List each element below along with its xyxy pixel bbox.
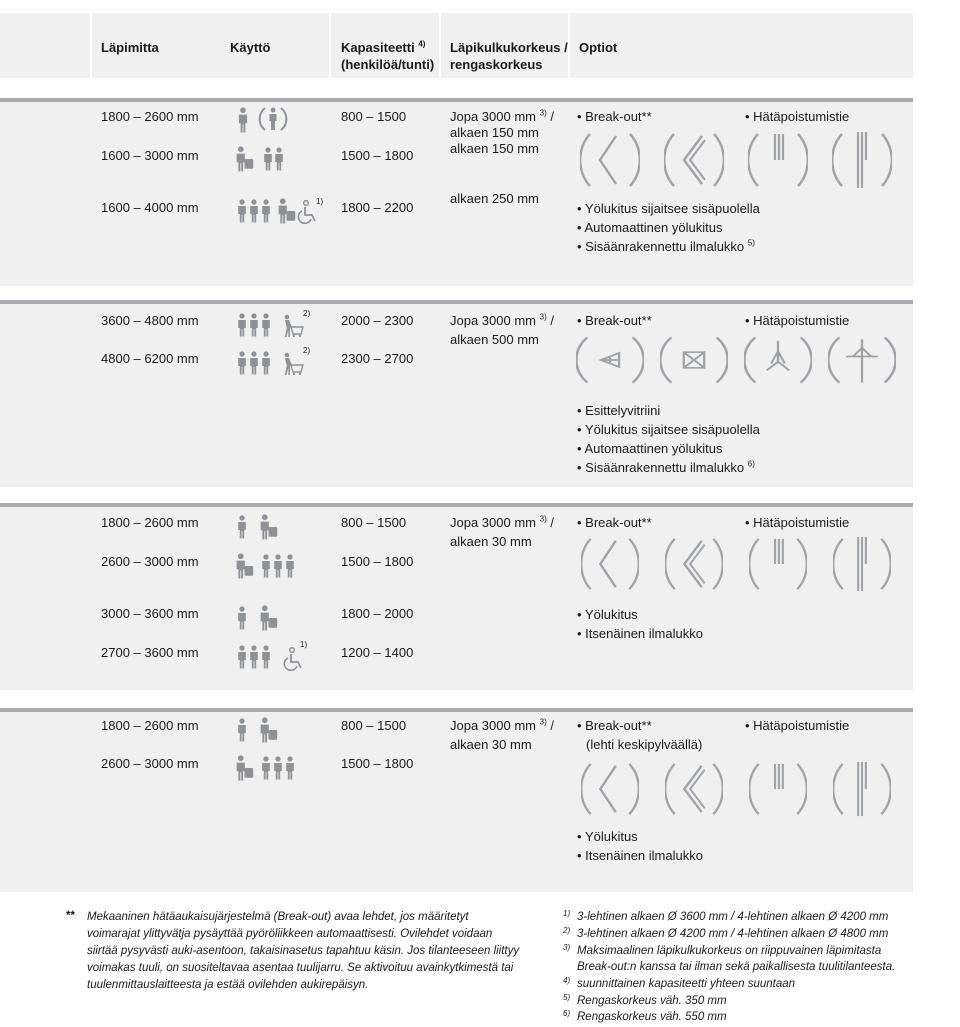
option-item: • Yölukitus [577, 607, 638, 622]
person-icon [236, 514, 248, 540]
person-icon [236, 350, 248, 376]
option-breakout: • Break-out** [577, 718, 652, 733]
diameter-value: 3000 – 3600 mm [101, 606, 199, 621]
header-cell [570, 13, 913, 78]
option-breakout: • Break-out** [577, 313, 652, 328]
person-bag-icon [234, 146, 254, 172]
option-item: • Sisäänrakennettu ilmalukko $^{5)}$ [577, 238, 755, 254]
breakout-symbol-icon [576, 535, 644, 593]
breakout-symbol-icon [660, 760, 728, 818]
section-divider [0, 300, 913, 304]
person-bag-icon [234, 553, 254, 579]
emergency-symbol-icon [828, 535, 896, 593]
height-value: alkaen 30 mm [450, 737, 532, 752]
section-divider [0, 98, 913, 102]
section-4 [0, 708, 913, 892]
person-icon [260, 198, 272, 224]
person-icon [236, 605, 248, 631]
option-item: • Sisäänrakennettu ilmalukko $^{6)}$ [577, 459, 755, 475]
person-icon [284, 553, 296, 579]
capacity-value: 1800 – 2200 [341, 200, 414, 215]
emergency-symbol-icon [744, 535, 812, 593]
section-1: 1800 – 2600 mm 1600 – 3000 mm 800 – 1500 1500 – 1800 Jopa 3000 mm $^{3)}$ / alkaen 150 mm alkaen 150 mm • Break-out** • Hätäpoistumistie 1600 – 4000 mm 1800 – 2200 1) alkaen 250 mm • Yölukitus sijaitsee sisäpuolella • Automaattinen yölukitus • Sisäänrakennettu ilmalukko $^{5)}$ [0, 98, 913, 286]
footnote-number: 3) [563, 943, 571, 952]
header-options: Optiot [579, 40, 618, 55]
diameter-value: 2700 – 3600 mm [101, 645, 199, 660]
emergency-symbol-icon [828, 130, 896, 190]
option-emergency-exit: • Hätäpoistumistie [745, 109, 850, 124]
header-diameter: Läpimitta [101, 40, 159, 55]
height-value: alkaen 150 mm [450, 141, 539, 156]
breakout-symbol-icon [576, 130, 644, 190]
footnote-text: Rengaskorkeus väh. 350 mm [577, 995, 727, 1007]
person-circle-icon [258, 103, 288, 135]
option-emergency-exit: • Hätäpoistumistie [745, 515, 850, 530]
person-icon [248, 198, 260, 224]
person-icon [260, 755, 272, 781]
header-cell [0, 13, 90, 78]
diameter-value: 1800 – 2600 mm [101, 515, 199, 530]
footnote-number: 5) [563, 993, 571, 1002]
person-icon [236, 644, 248, 670]
height-value: alkaen 30 mm [450, 534, 532, 549]
person-icon [272, 553, 284, 579]
option-item: • Automaattinen yölukitus [577, 220, 723, 235]
option-item: • Yölukitus [577, 829, 638, 844]
footnote-text: Mekaaninen hätäaukaisujärjestelmä (Break-out) avaa lehdet, jos määritetyt [87, 911, 469, 923]
section-divider [0, 708, 913, 712]
header-capacity: Kapasiteetti $^{4)}$ [341, 39, 426, 55]
breakout-symbol-icon [660, 130, 728, 190]
diameter-value: 4800 – 6200 mm [101, 351, 199, 366]
diameter-value: 1800 – 2600 mm [101, 718, 199, 733]
emergency-symbol-icon [828, 760, 896, 818]
footnote-star-mark: ** [66, 910, 75, 922]
person-icon [260, 312, 272, 338]
footnote-text: Break-out:n kanssa tai ilman sekä paikallisesta tuulitilanteesta. [577, 961, 896, 973]
person-icon [260, 350, 272, 376]
footnote-text: Rengaskorkeus väh. 550 mm [577, 1011, 727, 1023]
footnote-text: suunnittainen kapasiteetti yhteen suuntaan [577, 978, 796, 990]
footnote-number: 4) [563, 976, 571, 985]
header-capacity-unit: (henkilöä/tunti) [341, 57, 435, 72]
height-value: Jopa 3000 mm $^{3)}$ / [450, 717, 554, 733]
footnote-text: voimarajat ylittyvätja pysäyttää pyöröliikkeen automaattisesti. Ovilehdet voidaan [87, 928, 493, 940]
capacity-value: 2000 – 2300 [341, 313, 414, 328]
footnote-number: 1) [563, 909, 571, 918]
option-item: • Yölukitus sijaitsee sisäpuolella [577, 201, 760, 216]
capacity-value: 1800 – 2000 [341, 606, 414, 621]
person-bag-icon [276, 198, 296, 224]
section-2: 3600 – 4800 mm 4800 – 6200 mm 2000 – 2300 2300 – 2700 2) 2) Jopa 3000 mm $^{3)}$ / alkaen 500 mm • Break-out** • Hätäpoistumistie • Esittelyvitriini • Yölukitus sijaitsee sisäpuolella • Automaattinen yölukitus • Sisäänrakennettu ilmalukko $^{6)}$ [0, 300, 913, 487]
trolley-icon [282, 352, 304, 376]
footnote-text: 3-lehtinen alkaen Ø 3600 mm / 4-lehtinen alkaen Ø 4200 mm [577, 911, 889, 923]
person-icon [236, 198, 248, 224]
footnote-text: siirtää pysyvästi auki-asentoon, takaisinasetus tapahtuu käsin. Jos tilanteeseen liittyy [87, 945, 520, 957]
breakout-symbol-icon [576, 334, 644, 386]
height-value: alkaen 500 mm [450, 332, 539, 347]
table-header [0, 13, 960, 78]
height-value: alkaen 250 mm [450, 191, 539, 206]
height-value: Jopa 3000 mm $^{3)}$ / [450, 514, 554, 530]
height-value: Jopa 3000 mm $^{3)}$ / [450, 312, 554, 328]
capacity-value: 1500 – 1800 [341, 756, 414, 771]
option-breakout: • Break-out** [577, 109, 652, 124]
option-emergency-exit: • Hätäpoistumistie [745, 718, 850, 733]
person-icon [284, 755, 296, 781]
capacity-value: 1500 – 1800 [341, 148, 414, 163]
breakout-symbol-icon [660, 334, 728, 386]
capacity-value: 800 – 1500 [341, 718, 407, 733]
emergency-symbol-icon [744, 130, 812, 190]
footnote-text: tuulenmittauslaitteesta ja estää ovilehden aukirepäisyn. [87, 979, 369, 991]
capacity-value: 1200 – 1400 [341, 645, 414, 660]
option-breakout-note: (lehti keskipylväällä) [586, 737, 703, 752]
capacity-value: 800 – 1500 [341, 109, 407, 124]
option-breakout: • Break-out** [577, 515, 652, 530]
footnote-text: 3-lehtinen alkaen Ø 4200 mm / 4-lehtinen alkaen Ø 4800 mm [577, 928, 889, 940]
diameter-value: 1600 – 3000 mm [101, 148, 199, 163]
person-icon [248, 350, 260, 376]
diameter-value: 3600 – 4800 mm [101, 313, 199, 328]
capacity-value: 1500 – 1800 [341, 554, 414, 569]
option-item: • Itsenäinen ilmalukko [577, 626, 703, 641]
footnote-text: Maksimaalinen läpikulkukorkeus on riippuvainen läpimitasta [577, 945, 882, 957]
person-icon [248, 312, 260, 338]
capacity-value: 800 – 1500 [341, 515, 407, 530]
diameter-value: 1600 – 4000 mm [101, 200, 199, 215]
person-icon [260, 644, 272, 670]
breakout-symbol-icon [660, 535, 728, 593]
footnote-number: 6) [563, 1009, 571, 1018]
section-3: 1800 – 2600 mm 2600 – 3000 mm 3000 – 3600 mm 2700 – 3600 mm 800 – 1500 1500 – 1800 1800 – 2000 1200 – 1400 1) Jopa 3000 mm $^{3)}$ / alkaen 30 mm • Break-out** • Hätäpoistumistie • Yölukitus • Itsenäinen ilmalukko [0, 503, 913, 690]
header-usage: Käyttö [230, 40, 271, 55]
person-bag-icon [234, 755, 254, 781]
header-height: Läpikulkukorkeus / [450, 40, 568, 55]
person-bag-icon [258, 717, 278, 743]
header-height-2: rengaskorkeus [450, 57, 543, 72]
footnote-text: voimakas tuuli, on suositeltavaa asentaa tuulijarru. Se aktivoituu avainkytkimestä tai [87, 962, 514, 974]
option-item: • Yölukitus sijaitsee sisäpuolella [577, 422, 760, 437]
person-bag-icon [258, 514, 278, 540]
person-icon [273, 146, 285, 172]
emergency-symbol-icon [828, 334, 896, 386]
option-emergency-exit: • Hätäpoistumistie [745, 313, 850, 328]
person-icon [260, 553, 272, 579]
option-item: • Esittelyvitriini [577, 403, 661, 418]
wheelchair-icon [283, 647, 305, 671]
height-value: alkaen 150 mm [450, 125, 539, 140]
person-icon [236, 717, 248, 743]
diameter-value: 2600 – 3000 mm [101, 554, 199, 569]
footnote-number: 2) [563, 926, 571, 935]
emergency-symbol-icon [744, 760, 812, 818]
height-value: Jopa 3000 mm $^{3)}$ / [450, 108, 554, 124]
person-icon [236, 312, 248, 338]
diameter-value: 2600 – 3000 mm [101, 756, 199, 771]
trolley-icon [282, 314, 304, 338]
capacity-value: 2300 – 2700 [341, 351, 414, 366]
diameter-value: 1800 – 2600 mm [101, 109, 199, 124]
section-divider [0, 503, 913, 507]
emergency-symbol-icon [744, 334, 812, 386]
option-item: • Automaattinen yölukitus [577, 441, 723, 456]
breakout-symbol-icon [576, 760, 644, 818]
person-bag-icon [258, 605, 278, 631]
option-item: • Itsenäinen ilmalukko [577, 848, 703, 863]
person-icon [248, 644, 260, 670]
person-icon [236, 107, 250, 133]
person-icon [272, 755, 284, 781]
